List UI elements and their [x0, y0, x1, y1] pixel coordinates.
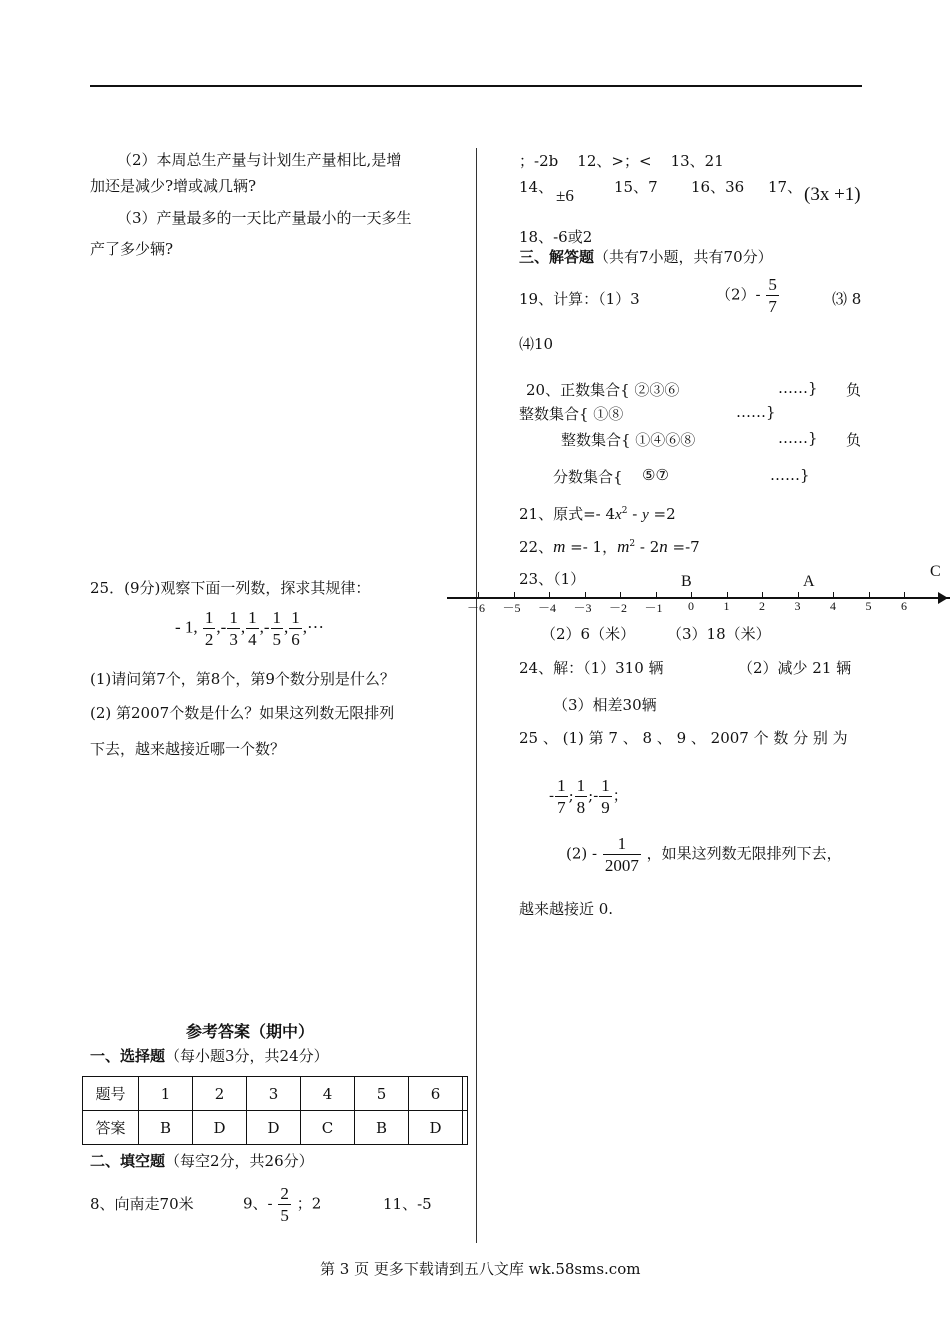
table-cell: 5 [355, 1077, 409, 1111]
number-line-tick-label: －5 [502, 601, 521, 615]
table-cell: 4 [301, 1077, 355, 1111]
number-line-tick-label: 1 [723, 599, 730, 613]
number-line-tick-label: 5 [865, 599, 872, 613]
point-c-label: C [930, 563, 941, 580]
answer-table [82, 1076, 468, 1145]
q25-part2-line2: 下去，越来越接近哪一个数？ [90, 740, 286, 758]
number-line-tick [727, 592, 728, 598]
separator: ； [612, 786, 628, 805]
answer-21 [519, 503, 676, 524]
var-m: m [553, 537, 566, 556]
seq-tail: ,··· [302, 617, 324, 637]
seq-frac-5: $\frac{1}{6}$ [291, 608, 300, 649]
answer-25-fractions [549, 775, 628, 818]
table-cell: 答案 [83, 1111, 139, 1145]
answer-23-3: （3）18（米） [667, 625, 771, 643]
answer-24-2: （2）减少 21 辆 [738, 659, 852, 677]
exponent: 2 [629, 539, 636, 549]
section3-note: （共有7小题，共有70分） [594, 248, 773, 266]
answer-17-value: (3x +1) [804, 184, 861, 205]
answer-24-1: 24、解：（1）310 辆 [519, 659, 664, 677]
answer-25-1: 25 、 (1) 第 7 、 8 、 9 、 2007 个 数 分 别 为 [519, 729, 848, 747]
point-b-label: B [681, 573, 692, 590]
answer-20-neg-label: 负 [846, 381, 862, 399]
number-line-tick [762, 592, 763, 598]
answer-9-prefix: 9、- [243, 1194, 273, 1213]
number-line-tick-label: 0 [688, 599, 694, 613]
number-line-tick [833, 592, 834, 598]
section1-heading [90, 1045, 329, 1066]
q24-part2-line2: 加还是减少?增或减几辆? [90, 177, 257, 195]
section3-heading [519, 246, 773, 267]
q25-part1: (1)请问第7个，第8个，第9个数分别是什么？ [90, 670, 395, 688]
number-line-tick [798, 592, 799, 598]
var-m: m [617, 537, 630, 556]
answer-14-value: ±6 [556, 186, 574, 205]
answer-22-eq: =- 1， [565, 538, 618, 556]
answer-22-prefix: 22、 [519, 538, 554, 556]
var-n: n [659, 537, 668, 556]
separator: ; [568, 786, 574, 805]
point-a-label: A [803, 573, 815, 590]
number-line-tick-label: 6 [901, 599, 907, 613]
number-line-tick-label: 3 [794, 599, 801, 613]
seq-lead: - 1, [175, 617, 198, 637]
seq-sep: , [284, 617, 289, 637]
seq-frac-4: $\frac{1}{5}$ [272, 608, 282, 649]
answer-21-prefix: 21、原式=- 4 [519, 505, 616, 523]
section1-note: （每小题3分，共24分） [165, 1047, 329, 1065]
number-line-tick [514, 592, 515, 598]
number-line-tick-label: －6 [467, 601, 486, 615]
answer-16: 16、36 [691, 178, 745, 196]
number-line-tick [620, 592, 621, 598]
answer-24-3: （3）相差30辆 [553, 696, 657, 714]
answer-11: 11、-5 [383, 1195, 432, 1213]
answer-25-2 [566, 833, 842, 876]
sequence-formula [175, 607, 324, 650]
answer-25-last: 越来越接近 0. [519, 900, 614, 918]
var-y: y [642, 507, 649, 523]
answers-12-13: ；-2b 12、>；< 13、21 [519, 152, 724, 170]
q24-part3-line1: （3）产量最多的一天比产量最小的一天多生 [117, 209, 412, 227]
page-footer: 第 3 页 更多下载请到五八文库 wk.58sms.com [320, 1260, 641, 1278]
section1-label: 一、选择题 [90, 1047, 166, 1065]
answer-15: 15、7 [614, 178, 658, 196]
table-cell: B [139, 1111, 193, 1145]
number-line-tick-label: －4 [538, 601, 557, 615]
table-cell: D [193, 1111, 247, 1145]
answer-19-2-prefix: （2）- [716, 285, 761, 304]
number-line-tick [904, 592, 905, 598]
answer-22 [519, 536, 700, 557]
number-line-tick [656, 592, 657, 598]
answer-25-2-text: ，如果这列数无限排列下去， [646, 844, 842, 863]
fraction-1-8: $\frac{1}{8}$ [576, 776, 586, 817]
table-cell: 3 [247, 1077, 301, 1111]
answer-14-label: 14、 [519, 178, 554, 196]
answer-8: 8、向南走70米 [90, 1195, 194, 1213]
fraction-1-9: $\frac{1}{9}$ [601, 776, 610, 817]
minus: - 2 [635, 538, 660, 556]
q24-part3-line2: 产了多少辆? [90, 240, 174, 258]
q25-part2-line1: (2) 第2007个数是什么？如果这列数无限排列 [90, 704, 395, 722]
table-cell [463, 1077, 468, 1111]
answer-20-integers-end: ……} [736, 403, 776, 421]
seq-sep: ,- [259, 617, 270, 637]
fraction-1-7: $\frac{1}{7}$ [557, 776, 566, 817]
answer-19-1: 19、计算：（1）3 [519, 290, 640, 308]
table-row [83, 1077, 468, 1111]
table-cell: B [355, 1111, 409, 1145]
number-line-tick [869, 592, 870, 598]
answer-20-fractions-end: ……} [770, 466, 810, 484]
table-cell: C [301, 1111, 355, 1145]
answer-key-title: 参考答案（期中） [186, 1022, 315, 1041]
number-line-tick-label: －3 [573, 601, 592, 615]
answer-20-fractions: 分数集合{ [553, 468, 623, 486]
section3-label: 三、解答题 [519, 248, 595, 266]
answer-23-2: （2）6（米） [541, 625, 636, 643]
var-x: x [615, 507, 622, 523]
answer-9-suffix: ；2 [296, 1194, 322, 1213]
number-line-tick [691, 592, 692, 598]
answer-9-fraction: $\frac{2}{5}$ [280, 1184, 289, 1225]
section2-note: （每空2分，共26分） [165, 1152, 314, 1170]
answer-21-result: =2 [648, 505, 676, 523]
number-line-arrow-icon [938, 592, 948, 604]
answer-18: 18、-6或2 [519, 228, 593, 246]
seq-frac-2: $\frac{1}{3}$ [229, 608, 238, 649]
table-cell: 题号 [83, 1077, 139, 1111]
minus: - [549, 786, 555, 805]
number-line-tick-label: －2 [609, 601, 628, 615]
answer-17-label: 17、 [768, 178, 803, 196]
section2-label: 二、填空题 [90, 1152, 166, 1170]
table-cell: 1 [139, 1077, 193, 1111]
number-line-tick [478, 592, 479, 598]
answer-20-integers: 整数集合{ ①⑧ [519, 405, 624, 423]
answer-19-3: ⑶ 8 [832, 290, 862, 308]
answer-19-4: ⑷10 [519, 335, 554, 353]
exponent: 2 [621, 506, 628, 516]
answer-23-1: 23、（1） [519, 570, 586, 588]
seq-sep: , [240, 617, 246, 637]
seq-frac-1: $\frac{1}{2}$ [204, 608, 214, 649]
table-cell: D [409, 1111, 463, 1145]
table-row [83, 1111, 468, 1145]
answer-9 [243, 1183, 321, 1226]
q25-title: 25．(9分)观察下面一列数，探求其规律： [90, 579, 371, 597]
seq-sep: ,- [216, 617, 227, 637]
answer-20-fractions-items: ⑤⑦ [642, 466, 669, 484]
separator: ;- [588, 786, 599, 805]
number-line-tick-label: －1 [644, 601, 663, 615]
answer-25-2-prefix: (2) - [566, 844, 598, 863]
header-rule [90, 85, 862, 87]
table-cell: 2 [193, 1077, 247, 1111]
seq-frac-3: $\frac{1}{4}$ [248, 608, 257, 649]
answer-20-neg-label-2: 负 [846, 431, 862, 449]
answer-20-positive: 20、正数集合{ ②③⑥ [526, 381, 680, 399]
number-line-tick [585, 592, 586, 598]
q24-part2-line1: （2）本周总生产量与计划生产量相比,是增 [117, 151, 402, 169]
number-line-tick-label: 4 [830, 599, 836, 613]
table-cell [463, 1111, 468, 1145]
number-line [447, 597, 950, 599]
number-line-tick-label: 2 [759, 599, 765, 613]
answer-22-result: =-7 [667, 538, 700, 556]
minus: - [627, 505, 643, 523]
answer-20-positive-end: ……} [778, 379, 818, 397]
column-divider [476, 148, 477, 1243]
answer-20-integers2-end: ……} [778, 429, 818, 447]
fraction-1-2007: $\frac{1}{2007}$ [604, 834, 639, 875]
table-cell: 6 [409, 1077, 463, 1111]
answer-20-integers2: 整数集合{ ①④⑥⑧ [561, 431, 696, 449]
table-cell: D [247, 1111, 301, 1145]
answer-19-2-fraction: $\frac{5}{7}$ [768, 275, 777, 316]
answer-19-2 [716, 274, 780, 317]
section2-heading [90, 1150, 314, 1171]
number-line-tick [549, 592, 550, 598]
